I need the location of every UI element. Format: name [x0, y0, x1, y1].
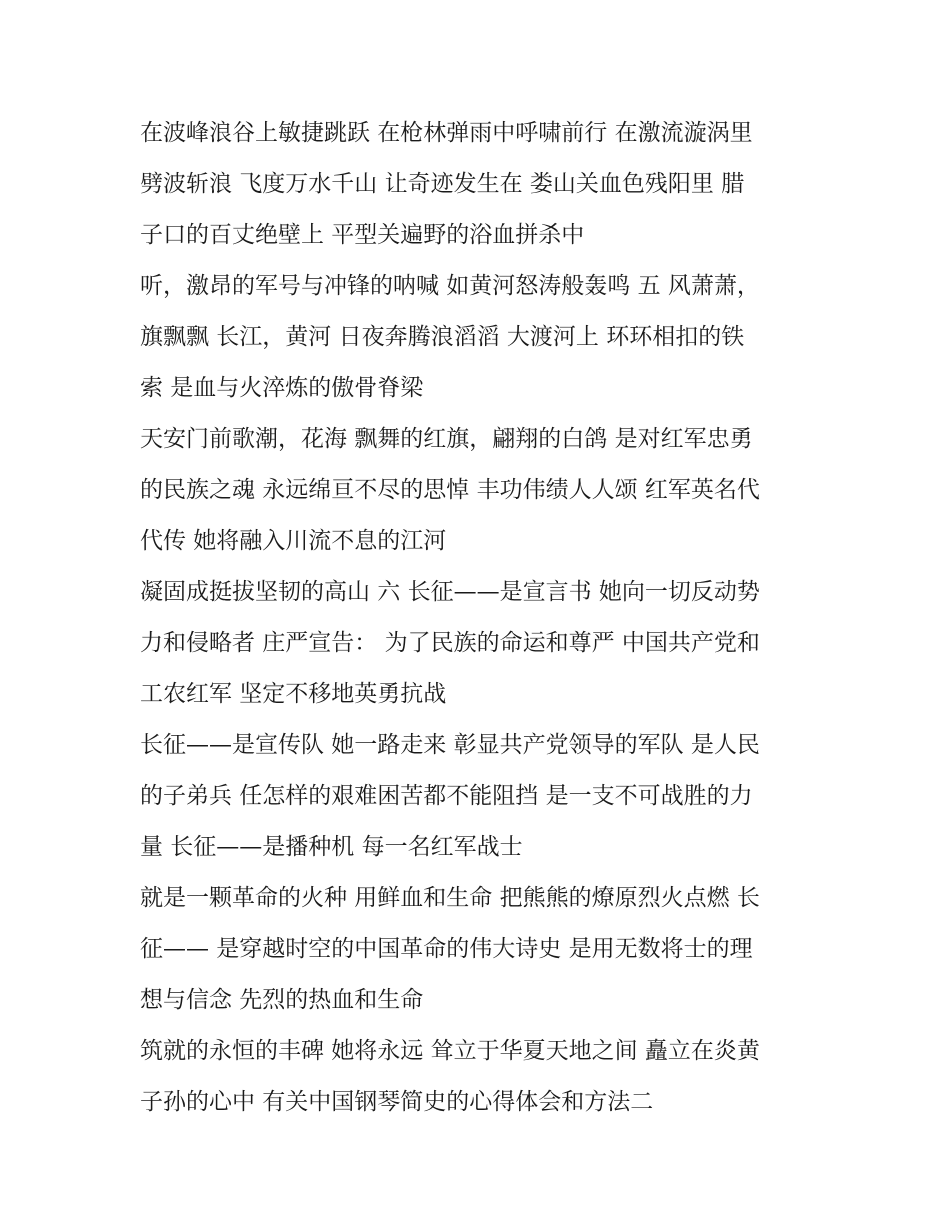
text-line-7: 天安门前歌潮，花海 飘舞的红旗，翩翔的白鸽 是对红军忠勇	[140, 426, 753, 452]
text-line-15: 量 长征——是播种机 每一名红军战士	[140, 834, 523, 860]
text-line-18: 想与信念 先烈的热血和生命	[140, 987, 424, 1013]
text-line-11: 力和侵略者 庄严宣告： 为了民族的命运和尊严 中国共产党和	[140, 630, 760, 656]
text-line-20: 子孙的心中 有关中国钢琴简史的心得体会和方法二	[140, 1089, 654, 1115]
text-line-16: 就是一颗革命的火种 用鲜血和生命 把熊熊的燎原烈火点燃 长	[140, 885, 760, 911]
text-line-13: 长征——是宣传队 她一路走来 彰显共产党领导的军队 是人民	[140, 732, 760, 758]
text-line-4: 听，激昂的军号与冲锋的呐喊 如黄河怒涛般轰鸣 五 风萧萧，	[140, 273, 760, 299]
text-line-8: 的民族之魂 永远绵亘不尽的思悼 丰功伟绩人人颂 红军英名代	[140, 477, 760, 503]
text-line-6: 索 是血与火淬炼的傲骨脊梁	[140, 375, 424, 401]
text-line-1: 在波峰浪谷上敏捷跳跃 在枪林弹雨中呼啸前行 在激流漩涡里	[140, 120, 753, 146]
text-line-3: 子口的百丈绝壁上 平型关遍野的浴血拼杀中	[140, 222, 585, 248]
document-text-body	[140, 108, 812, 1128]
text-line-14: 的子弟兵 任怎样的艰难困苦都不能阻挡 是一支不可战胜的力	[140, 783, 753, 809]
text-line-9: 代传 她将融入川流不息的江河	[140, 528, 447, 554]
text-line-19: 筑就的永恒的丰碑 她将永远 耸立于华夏天地之间 矗立在炎黄	[140, 1038, 760, 1064]
text-line-2: 劈波斩浪 飞度万水千山 让奇迹发生在 娄山关血色残阳里 腊	[140, 171, 745, 197]
text-line-10: 凝固成挺拔坚韧的高山 六 长征——是宣言书 她向一切反动势	[140, 579, 760, 605]
text-line-12: 工农红军 坚定不移地英勇抗战	[140, 681, 447, 707]
text-line-5: 旗飘飘 长江，黄河 日夜奔腾浪滔滔 大渡河上 环环相扣的铁	[140, 324, 745, 350]
text-line-17: 征—— 是穿越时空的中国革命的伟大诗史 是用无数将士的理	[140, 936, 753, 962]
